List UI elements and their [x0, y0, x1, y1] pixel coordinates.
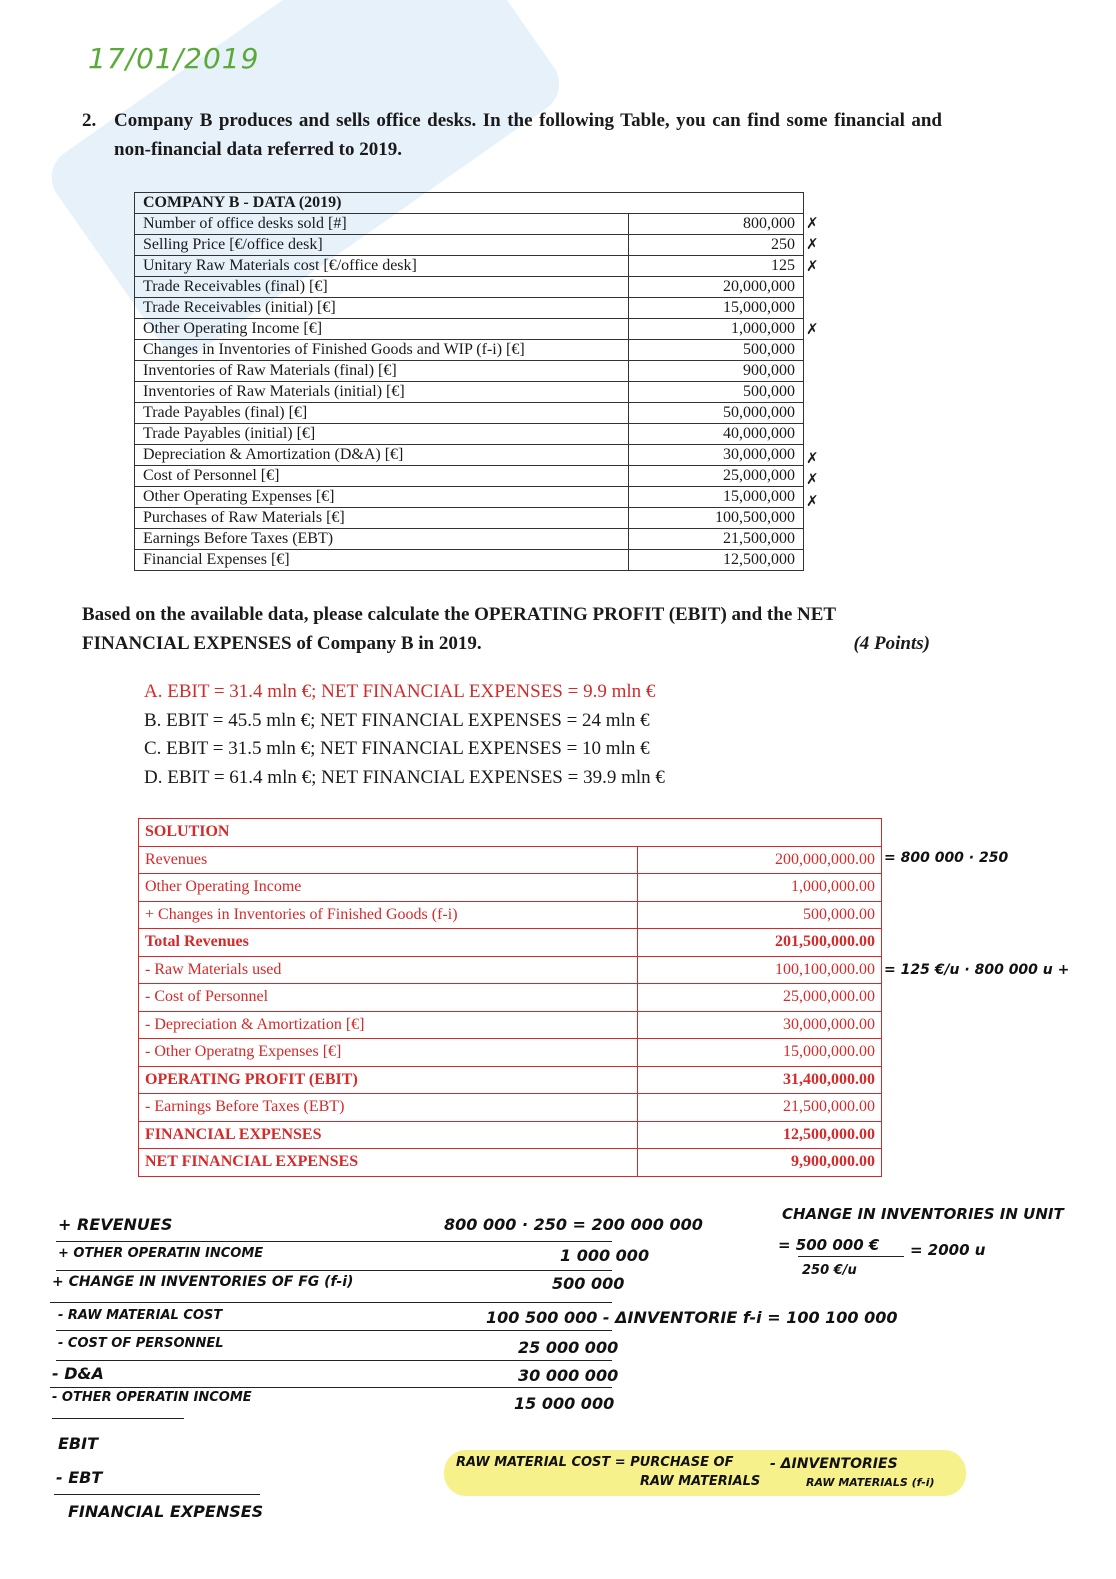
- hand-label-ebt: - EBT: [56, 1468, 103, 1487]
- cross-mark-icon: ✗: [806, 449, 819, 467]
- hand-raw-cost-delta: - ΔINVENTORIES: [770, 1456, 898, 1472]
- table-row: Financial Expenses [€] 12,500,000: [135, 550, 804, 571]
- cross-mark-icon: ✗: [806, 214, 819, 232]
- table-row: + Changes in Inventories of Finished Goods (f-i) 500,000.00: [139, 901, 882, 929]
- question-text: [82, 106, 942, 164]
- handwritten-date: 17/01/2019: [88, 42, 260, 75]
- hand-label-inventory-change: + CHANGE IN INVENTORIES OF FG (f-i): [52, 1274, 354, 1290]
- table-row: Other Operating Income 1,000,000.00: [139, 874, 882, 902]
- table-row: - Earnings Before Taxes (EBT) 21,500,000.00: [139, 1094, 882, 1122]
- table-row: OPERATING PROFIT (EBIT) 31,400,000.00: [139, 1066, 882, 1094]
- table-row: Trade Receivables (final) [€] 20,000,000: [135, 277, 804, 298]
- option-c: C. EBIT = 31.5 mln €; NET FINANCIAL EXPENSES = 10 mln €: [144, 738, 650, 759]
- hand-raw-cost-purchase: RAW MATERIALS: [640, 1474, 761, 1489]
- table-row: Cost of Personnel [€] 25,000,000: [135, 466, 804, 487]
- table-row: Trade Payables (final) [€] 50,000,000: [135, 403, 804, 424]
- hand-raw-cost-title: RAW MATERIAL COST = PURCHASE OF: [456, 1455, 734, 1470]
- data-table-title: COMPANY B - DATA (2019): [135, 193, 804, 214]
- hand-value-other-income: 1 000 000: [560, 1246, 650, 1265]
- hand-inventory-units-numerator: = 500 000 €: [778, 1236, 880, 1254]
- table-row: Purchases of Raw Materials [€] 100,500,000: [135, 508, 804, 529]
- table-row: Other Operating Expenses [€] 15,000,000: [135, 487, 804, 508]
- option-a: A. EBIT = 31.4 mln €; NET FINANCIAL EXPENSES = 9.9 mln €: [144, 681, 656, 702]
- handwritten-raw-formula: = 125 €/u · 800 000 u +: [884, 962, 1070, 978]
- cross-mark-icon: ✗: [806, 320, 819, 338]
- table-row: Changes in Inventories of Finished Goods and WIP (f-i) [€] 500,000: [135, 340, 804, 361]
- hand-label-da: - D&A: [52, 1364, 104, 1383]
- cross-mark-icon: ✗: [806, 257, 819, 275]
- hand-inventory-units-denominator: 250 €/u: [802, 1263, 857, 1278]
- hand-value-other-opex: 15 000 000: [514, 1394, 615, 1413]
- data-table: [134, 192, 804, 571]
- hand-label-personnel: - COST OF PERSONNEL: [58, 1336, 224, 1351]
- hand-value-revenues: 800 000 · 250 = 200 000 000: [444, 1215, 703, 1234]
- hand-value-personnel: 25 000 000: [518, 1338, 619, 1357]
- question-body: Company B produces and sells office desks. In the following Table, you can find some financial and non-financial data referred to 2019.: [114, 110, 942, 160]
- hand-label-financial-expenses: FINANCIAL EXPENSES: [68, 1502, 264, 1521]
- table-row: Number of office desks sold [#] 800,000: [135, 214, 804, 235]
- table-row: - Other Operatng Expenses [€] 15,000,000.00: [139, 1039, 882, 1067]
- cross-mark-icon: ✗: [806, 470, 819, 488]
- hand-inventory-units-title: CHANGE IN INVENTORIES IN UNIT: [782, 1205, 1064, 1223]
- table-row: Inventories of Raw Materials (initial) [€] 500,000: [135, 382, 804, 403]
- solution-table: [138, 818, 882, 1177]
- hand-value-inventory-change: 500 000: [552, 1274, 625, 1293]
- option-b: B. EBIT = 45.5 mln €; NET FINANCIAL EXPENSES = 24 mln €: [144, 709, 650, 731]
- table-row: Earnings Before Taxes (EBT) 21,500,000: [135, 529, 804, 550]
- cross-mark-icon: ✗: [806, 235, 819, 253]
- table-row: Other Operating Income [€] 1,000,000: [135, 319, 804, 340]
- hand-label-raw-material: - RAW MATERIAL COST: [58, 1308, 223, 1323]
- table-row: Trade Payables (initial) [€] 40,000,000: [135, 424, 804, 445]
- table-row: - Raw Materials used 100,100,000.00: [139, 956, 882, 984]
- table-row: Revenues 200,000,000.00: [139, 846, 882, 874]
- table-row: FINANCIAL EXPENSES 12,500,000.00: [139, 1121, 882, 1149]
- hand-label-ebit: EBIT: [58, 1434, 98, 1453]
- cross-mark-icon: ✗: [806, 492, 819, 510]
- table-row: Inventories of Raw Materials (final) [€] 900,000: [135, 361, 804, 382]
- handwritten-revenue-formula: = 800 000 · 250: [884, 850, 1009, 866]
- hand-label-revenues: + REVENUES: [58, 1215, 173, 1234]
- hand-value-raw-material: 100 500 000 - ΔINVENTORIE f-i = 100 100 000: [486, 1308, 898, 1327]
- prompt-body: Based on the available data, please calculate the OPERATING PROFIT (EBIT) and the NET FINANCIAL EXPENSES of Company B in 2019.: [82, 604, 836, 654]
- table-row: - Cost of Personnel 25,000,000.00: [139, 984, 882, 1012]
- hand-value-da: 30 000 000: [518, 1366, 619, 1385]
- table-row: Total Revenues 201,500,000.00: [139, 929, 882, 957]
- question-number: 2.: [82, 110, 97, 131]
- points-label: (4 Points): [853, 633, 930, 654]
- solution-title: SOLUTION: [139, 819, 882, 847]
- table-row: NET FINANCIAL EXPENSES 9,900,000.00: [139, 1149, 882, 1177]
- prompt-text: [82, 600, 942, 658]
- table-row: Depreciation & Amortization (D&A) [€] 30,000,000: [135, 445, 804, 466]
- hand-label-other-income: + OTHER OPERATIN INCOME: [58, 1246, 264, 1261]
- hand-inventory-units-result: = 2000 u: [910, 1241, 986, 1259]
- option-d: D. EBIT = 61.4 mln €; NET FINANCIAL EXPENSES = 39.9 mln €: [144, 766, 665, 788]
- table-row: Trade Receivables (initial) [€] 15,000,000: [135, 298, 804, 319]
- hand-raw-cost-delta-sub: RAW MATERIALS (f-i): [806, 1476, 935, 1489]
- table-row: - Depreciation & Amortization [€] 30,000,000.00: [139, 1011, 882, 1039]
- hand-label-other-opex: - OTHER OPERATIN INCOME: [52, 1390, 252, 1405]
- answer-options: [144, 678, 665, 792]
- table-row: Selling Price [€/office desk] 250: [135, 235, 804, 256]
- table-row: Unitary Raw Materials cost [€/office desk] 125: [135, 256, 804, 277]
